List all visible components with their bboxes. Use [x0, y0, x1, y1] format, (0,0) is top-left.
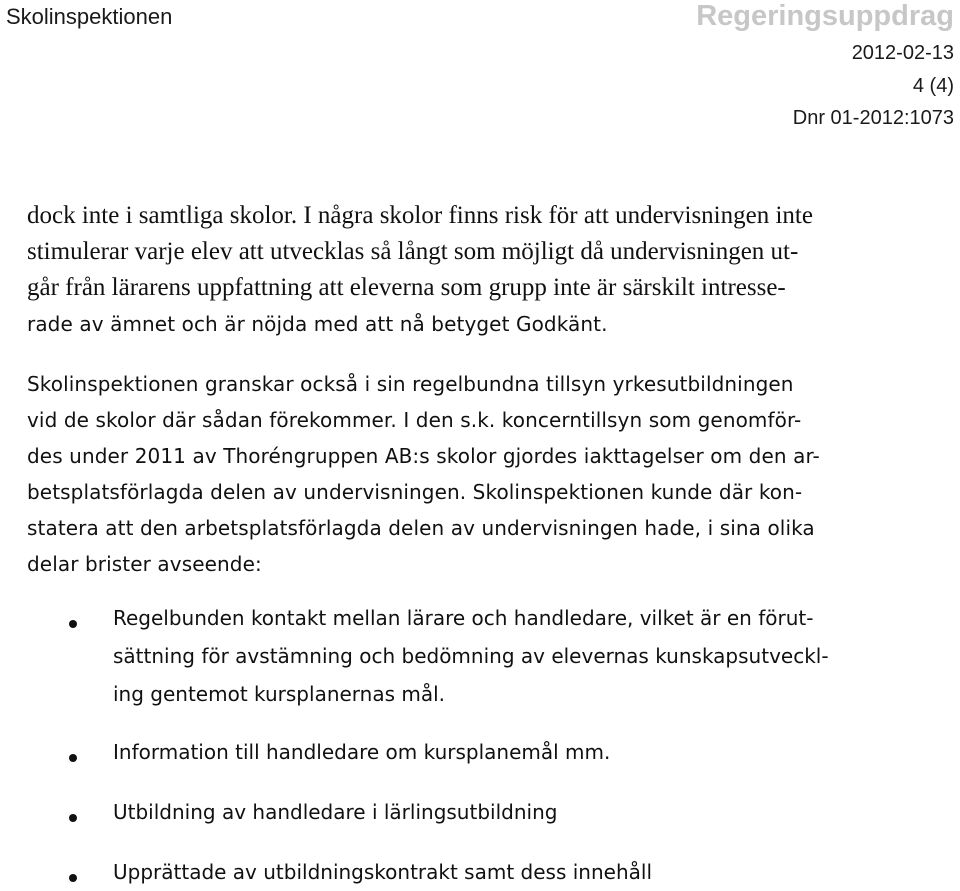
paragraph-2-line: betsplatsförlagda delen av undervisningen. Skolinspektionen kunde där kon-	[27, 480, 803, 504]
list-item-line: Utbildning av handledare i lärlingsutbildning	[113, 800, 558, 824]
list-item-line: ing gentemot kursplanernas mål.	[113, 682, 446, 706]
page-number: 4 (4)	[912, 75, 954, 97]
list-item-line: sättning för avstämning och bedömning av elevernas kunskapsutveckl-	[113, 644, 829, 668]
document-type-title: Regeringsuppdrag	[696, 0, 954, 32]
paragraph-2-line: statera att den arbetsplatsförlagda delen av undervisningen hade, i sina olika	[27, 516, 815, 540]
paragraph-2	[27, 366, 820, 582]
paragraph-1-line: går från lärarens uppfattning att eleverna som grupp inte är särskilt intresse-	[27, 274, 786, 301]
bullet-icon	[69, 754, 77, 762]
paragraph-2-line: delar brister avseende:	[27, 552, 262, 576]
paragraph-1	[27, 198, 813, 342]
paragraph-1-line: stimulerar varje elev att utvecklas så långt som möjligt då undervisningen ut-	[27, 238, 799, 265]
paragraph-1-line-text: rade av ämnet och är nöjda med att nå betyget Godkänt.	[27, 312, 608, 336]
bullet-icon	[69, 874, 77, 882]
paragraph-2-line: vid de skolor där sådan förekommer. I den s.k. koncerntillsyn som genomför-	[27, 408, 802, 432]
list-item-line: Information till handledare om kursplanemål mm.	[113, 740, 611, 764]
document-date: 2012-02-13	[851, 42, 954, 64]
paragraph-2-line: des under 2011 av Thoréngruppen AB:s skolor gjordes iakttagelser om den ar-	[27, 444, 820, 468]
bullet-icon	[69, 620, 77, 628]
bullet-icon	[69, 814, 77, 822]
organization-name: Skolinspektionen	[6, 4, 173, 29]
paragraph-2-line: Skolinspektionen granskar också i sin regelbundna tillsyn yrkesutbildningen	[27, 372, 794, 396]
list-item-line: Regelbunden kontakt mellan lärare och handledare, vilket är en förut-	[113, 606, 814, 630]
registration-number: Dnr 01-2012:1073	[792, 107, 954, 129]
paragraph-1-line: dock inte i samtliga skolor. I några skolor finns risk för att undervisningen inte	[27, 202, 813, 229]
list-item-line: Upprättade av utbildningskontrakt samt dess innehåll	[113, 860, 652, 884]
paragraph-1-line	[27, 306, 813, 342]
